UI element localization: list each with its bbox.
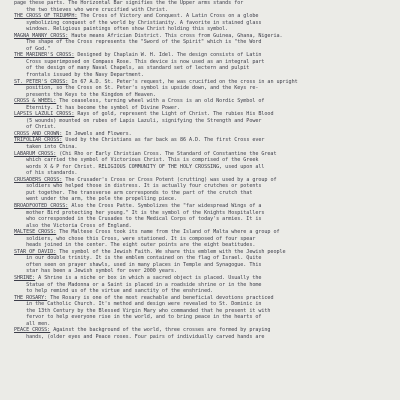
entry-text: mother Bird protecting her young." It is the symbol of the Knights Hospitallers [26, 209, 265, 216]
entry-text: In Jewels and Flowers. [65, 130, 132, 137]
entry-text: went under the arm, the pole the propelling piece. [26, 196, 177, 203]
glossary-entry [14, 33, 400, 53]
entry-text: The Rosary is one of the most reachable and beneficial devotions practiced [50, 294, 274, 301]
entry-text: the two thieves who were crucified with Christ. [26, 6, 168, 13]
entry-term: SHRINE: [14, 274, 36, 281]
entry-term: TRIFOLIAR CROSS: [14, 137, 63, 144]
entry-text: who corresponded in the Crusades to the Medical Corps of today's armies. It is [26, 216, 262, 223]
entry-text: Against the background of the world, three crosses are formed by praying [53, 327, 271, 334]
entry-term: LAPSIS LAZULI CROSS: [14, 111, 75, 118]
entry-text: page these parts. The Horizontal Bar signifies the the Upper arms stands for [14, 0, 244, 6]
entry-text: The Cross of Victory and Conquest. A Latin Cross on a globe [80, 13, 259, 20]
entry-text: also the Victoria Cross of England. [26, 222, 132, 229]
entry-text: often seen on prayer shawls, used in many places in Temple and Synagogue. This [26, 261, 262, 268]
entry-text: Designed by Chaplain W. H. Idel. The design consists of Latin [77, 52, 262, 59]
entry-text: presents the Keys to the Kingdom of Heaven. [26, 91, 156, 98]
entry-term: PEACE CROSS: [14, 327, 51, 334]
entry-text: Statue of the Madonna or a Saint is placed in a roadside shrine or in the home [26, 281, 262, 288]
entry-term: CROSS AND CROWN: [14, 130, 63, 137]
glossary-entry [14, 13, 400, 33]
glossary-entry [14, 79, 400, 99]
entry-text: Haute means Africian District. This cross from Guinea, Ghana, Nigeria. [71, 32, 283, 39]
entry-text: of the design of many Naval Chapels, as standard set of lectern and pulpit [26, 65, 250, 72]
entry-term: CRUSADERS CROSS: [14, 176, 63, 183]
glossary-entry [14, 203, 400, 229]
entry-term: STAR OF DAVID: [14, 248, 57, 255]
entry-text: The ceaseless, turning wheel with a Cross is an old Nordic Symbol of [59, 98, 265, 105]
entry-text: symbolizing conquest of the world by Christianity. A favorite in stained glass [26, 19, 262, 26]
entry-text: of God." [26, 45, 51, 52]
entry-term: BROADFOOTED CROSS: [14, 202, 69, 209]
entry-text: of Christ. [26, 124, 57, 131]
entry-text: Rays of gold, represent the Light of Christ. The rubies His Blood [77, 111, 274, 118]
entry-text: star has been a Jewish symbol for over 2000 years. [26, 268, 177, 275]
entry-term: LABARUM CROSS: [14, 150, 57, 157]
glossary-entry [14, 327, 400, 340]
entry-term: CROSS & WHEEL: [14, 98, 57, 105]
entry-text: soldiers, who chose this Cross, were stationed. It is composed of four spear [26, 235, 256, 242]
glossary-entry [14, 111, 400, 131]
entry-text: (Chi Rho or Early Christian Cross. The Standard of Constantine the Great [59, 150, 277, 157]
entry-term: MALTESE CROSS: [14, 229, 57, 236]
entry-text: The shape of the Cross represents the "Sword of the Spirit" which is "the Word [26, 39, 262, 46]
entry-text: Cross superimposed on Compass Rose. This device is now used as an integral part [26, 58, 265, 65]
entry-text: position, so the Cross on St. Peter's symbol is upside down, and the Keys re- [26, 85, 259, 92]
entry-text: words X & P for Christ. RELIGIOUS COMMUNITY OF THE HOLY CROSSING, used upon all [26, 163, 265, 170]
entry-continuation-line [14, 334, 400, 341]
glossary-entry [14, 275, 400, 295]
entry-text: The symbol of the Jewish Faith. We share this emblem with the Jewish people [59, 248, 286, 255]
glossary-entry [14, 249, 400, 275]
entry-text: to help remind us of the virtue and sanctity of the enshrined. [26, 288, 214, 295]
entry-text: frontals issued by the Navy Department. [26, 72, 144, 79]
entry-term: MAGNA MANNY CROSS: [14, 32, 69, 39]
entry-term: ST. PETER'S CROSS: [14, 78, 69, 85]
entry-text: Eternity. It has become the symbol of Divine Power. [26, 104, 180, 111]
entry-text: taken into China. [26, 144, 78, 151]
entry-text: In 67 A.D. St. Peter's request, he was crucified on the cross in an upright [71, 78, 298, 85]
entry-text: soldiers who helped those in distress. It is actually four crutches or potents [26, 183, 262, 190]
entry-text: windows. Religious paintings often show Christ holding this symbol. [26, 26, 229, 33]
entry-text: The Maltese Cross took its name from the Island of Malta where a group of [59, 229, 280, 236]
entry-text: hands, (older eyes and Peace roses. Four pairs of individually carved hands are [26, 333, 265, 340]
entry-text: (5 wounds) mounted on rubes of Lapis Lazuli, signifying the Strength and Power [26, 117, 262, 124]
entry-text: heads joined in the center. The eight outer points are the eight beatitudes. [26, 242, 256, 249]
glossary-entry [14, 229, 400, 249]
entry-term: THE CROSS OF TRIUMPH: [14, 13, 78, 20]
entry-text: all men. [26, 320, 51, 327]
glossary-entry [14, 0, 400, 13]
entry-term: THE ROSARY: [14, 294, 48, 301]
entry-text: Used by the Christians as far back as 86 A.D. The first Cross ever [65, 137, 265, 144]
entry-text: Also the Cross Patte. Symbolizes the "far widespread Wings of a [71, 202, 262, 209]
glossary-entry [14, 137, 400, 150]
entry-text: which carried the symbol of Victorious Christ. This is comprised of the Greek [26, 157, 259, 164]
entry-text: fervor to help everyone rise in the world, and to bring peace in the hearts of [26, 314, 262, 321]
entry-text: put together. The transverse arm corresponds to the part of the crutch that [26, 189, 253, 196]
entry-term: THE MARINER'S CROSS: [14, 52, 75, 59]
glossary-entry [14, 151, 400, 177]
entry-text: The Crusader's Cross or Cross Potent (crutting) was used by a group of [65, 176, 277, 183]
entry-text: of his standards. [26, 170, 78, 177]
entry-text: in our double trinity. It is the emblem contained on the flag of Israel. Quite [26, 255, 262, 262]
entry-text: in the Catholic Church. It's method and design were revealed to St. Dominic in [26, 301, 262, 308]
entry-text: the 13th Century by the Blessed Virgin Mary who commanded that he present it with [26, 307, 271, 314]
glossary-entry [14, 295, 400, 328]
entry-text: A Shrine is a niche or box in which a sacred object is placed. Usually the [38, 274, 262, 281]
glossary-entry [14, 177, 400, 203]
glossary-entry [14, 52, 400, 78]
glossary-entry [14, 98, 400, 111]
